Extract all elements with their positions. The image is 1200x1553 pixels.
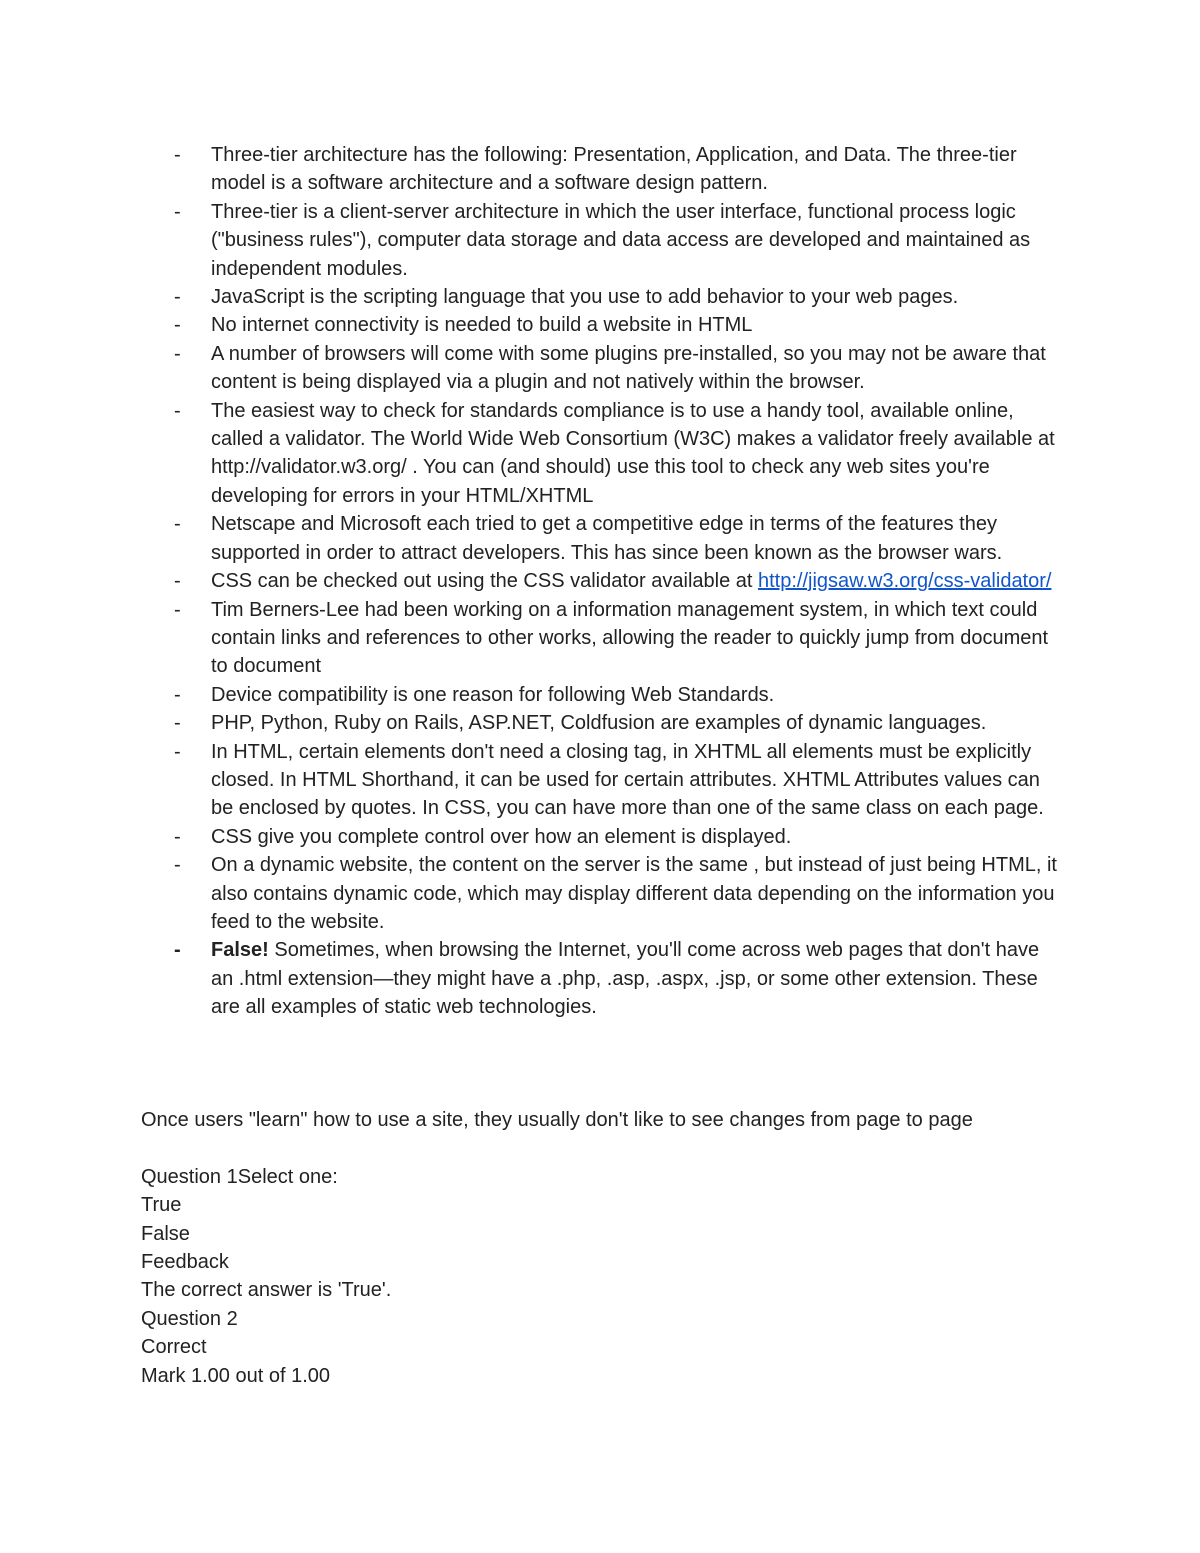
bullet-text: In HTML, certain elements don't need a closing tag, in XHTML all elements must be explicitly closed. In HTML Shorthand, it can be used for certain attributes. XHTML Attributes values can be enclosed by quotes. In CSS, you can have more than one of the same class on each page.: [211, 740, 1044, 820]
bullet-dash: -: [174, 854, 181, 877]
bullet-item: [0, 397, 1200, 511]
bullet-dash: -: [174, 712, 181, 735]
bullet-dash: -: [174, 740, 181, 763]
bullet-dash: -: [174, 939, 181, 962]
bullet-item: [0, 311, 1200, 339]
bullet-dash: -: [174, 144, 181, 166]
bullet-dash: -: [174, 570, 181, 593]
bullet-list: [0, 141, 1200, 1022]
bullet-text: Netscape and Microsoft each tried to get a competitive edge in terms of the features they supported in order to attract developers. This has since been known as the browser wars.: [211, 513, 1003, 564]
bullet-dash: -: [174, 286, 181, 309]
bullet-item: [0, 567, 1200, 595]
bullet-item: [0, 596, 1200, 681]
feedback-label: Feedback: [141, 1250, 229, 1273]
bullet-dash: -: [174, 683, 181, 706]
quiz-section: [141, 1106, 1141, 1390]
bullet-item: [0, 851, 1200, 936]
bullet-item: [0, 141, 1200, 198]
question-1-label: Question 1Select one:: [141, 1165, 338, 1188]
bullet-text: CSS can be checked out using the CSS validator available at: [211, 570, 758, 593]
bullet-text: Device compatibility is one reason for following Web Standards.: [211, 683, 775, 706]
bullet-text: Three-tier is a client-server architecture in which the user interface, functional process logic ("business rules"), computer data storage and data access are developed and maintained as independent modules.: [211, 200, 1031, 280]
mark-text: Mark 1.00 out of 1.00: [141, 1364, 331, 1387]
bullet-item: [0, 936, 1200, 1021]
bullet-dash: -: [174, 598, 181, 621]
bullet-dash: -: [174, 342, 181, 365]
correct-answer-text: The correct answer is 'True'.: [141, 1279, 392, 1302]
bullet-item: [0, 510, 1200, 567]
status-text: Correct: [141, 1336, 207, 1359]
bullet-text: JavaScript is the scripting language that you use to add behavior to your web pages.: [211, 286, 959, 309]
bullet-dash: -: [174, 825, 181, 848]
question-2-label: Question 2: [141, 1307, 238, 1330]
bullet-text: A number of browsers will come with some plugins pre-installed, so you may not be aware that content is being displayed via a plugin and not natively within the browser.: [211, 342, 1046, 394]
bullet-dash: -: [174, 314, 181, 337]
bullet-item: [0, 681, 1200, 709]
bullet-dash: -: [174, 200, 181, 223]
bullet-item: [0, 738, 1200, 823]
blank-line: [141, 1134, 1141, 1162]
bullet-dash: -: [174, 513, 181, 536]
bullet-item: [0, 823, 1200, 851]
bullet-text: PHP, Python, Ruby on Rails, ASP.NET, Coldfusion are examples of dynamic languages.: [211, 712, 987, 735]
bullet-text: Sometimes, when browsing the Internet, you'll come across web pages that don't have an .html extension—they might have a .php, .asp, .aspx, .jsp, or some other extension. These are all examples of static web technologies.: [211, 939, 1040, 1019]
bullet-text: On a dynamic website, the content on the server is the same , but instead of just being HTML, it also contains dynamic code, which may display different data depending on the information you feed to the website.: [211, 854, 1057, 933]
bullet-text: No internet connectivity is needed to build a website in HTML: [211, 314, 753, 337]
bullet-item: [0, 340, 1200, 397]
bullet-item: [0, 709, 1200, 737]
css-validator-link[interactable]: http://jigsaw.w3.org/css-validator/: [758, 570, 1052, 593]
bullet-text: Tim Berners-Lee had been working on a information management system, in which text could contain links and references to other works, allowing the reader to quickly jump from document to document: [211, 598, 1049, 678]
false-label: False!: [211, 939, 269, 962]
bullet-item: [0, 198, 1200, 283]
option-true: True: [141, 1194, 182, 1217]
statement-text: Once users "learn" how to use a site, they usually don't like to see changes from page to page: [141, 1109, 973, 1131]
bullet-text: Three-tier architecture has the following: Presentation, Application, and Data. The three-tier model is a software architecture and a software design pattern.: [211, 144, 1017, 195]
option-false: False: [141, 1222, 190, 1245]
bullet-item: [0, 283, 1200, 311]
bullet-dash: -: [174, 399, 181, 422]
bullet-text: The easiest way to check for standards compliance is to use a handy tool, available online, called a validator. The World Wide Web Consortium (W3C) makes a validator freely available at http://validator.w3.org/ . You can (and should) use this tool to check any web sites you're developing for errors in your HTML/XHTML: [211, 399, 1055, 507]
bullet-text: CSS give you complete control over how an element is displayed.: [211, 825, 792, 848]
